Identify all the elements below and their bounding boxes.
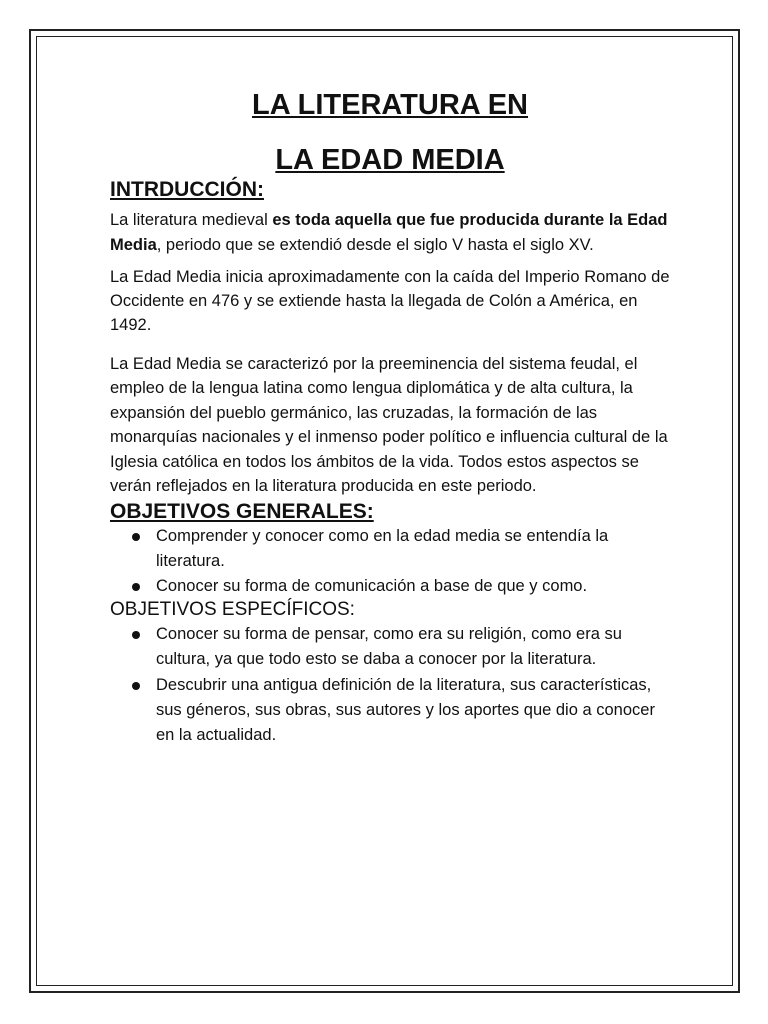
bullet-icon	[132, 533, 140, 541]
list-item	[110, 524, 670, 574]
list-item	[110, 622, 670, 672]
intro-heading: INTRDUCCIÓN:	[110, 177, 264, 201]
objetivos-especificos-list	[110, 622, 670, 748]
objetivos-generales-list	[110, 524, 670, 599]
intro-p1-bold: es toda aquella que fue producida durante la Edad Media	[110, 210, 668, 254]
bullet-icon	[132, 631, 140, 639]
bullet-icon	[132, 682, 140, 690]
document-body	[110, 88, 670, 748]
title-line-2: LA EDAD MEDIA	[275, 143, 505, 176]
list-item-text: Descubrir una antigua definición de la literatura, sus características, sus géneros, sus obras, sus autores y los aportes que dio a conocer en la actualidad.	[156, 675, 655, 744]
intro-p1-text-a: La literatura medieval	[110, 210, 273, 229]
bullet-icon	[132, 583, 140, 591]
intro-paragraph-3: La Edad Media se caracterizó por la preeminencia del sistema feudal, el empleo de la lengua latina como lengua diplomática y de alta cultura, la expansión del pueblo germánico, las cruzadas, la formación de las monarquías nacionales y el inmenso poder político e influencia cultural de la Iglesia católica en todos los ámbitos de la vida. Todos estos aspectos se verán reflejados en la literatura producida en este periodo.	[110, 354, 668, 496]
list-item-text: Comprender y conocer como en la edad media se entendía la literatura.	[156, 527, 609, 571]
intro-paragraph-1	[110, 208, 670, 258]
title-line-1: LA LITERATURA EN	[251, 89, 528, 121]
intro-p1-text-b: , periodo que se extendió desde el siglo V hasta el siglo XV.	[156, 235, 594, 254]
intro-paragraph-2: La Edad Media inicia aproximadamente con la caída del Imperio Romano de Occidente en 476 y se extiende hasta la llegada de Colón a América, en 1492.	[110, 267, 670, 334]
list-item	[110, 574, 670, 599]
list-item-text: Conocer su forma de comunicación a base de que y como.	[156, 577, 588, 596]
objetivos-especificos-heading: OBJETIVOS ESPECÍFICOS:	[110, 599, 355, 621]
objetivos-generales-heading: OBJETIVOS GENERALES:	[110, 499, 374, 523]
list-item	[110, 673, 670, 748]
list-item-text: Conocer su forma de pensar, como era su religión, como era su cultura, ya que todo esto se daba a conocer por la literatura.	[156, 624, 622, 668]
